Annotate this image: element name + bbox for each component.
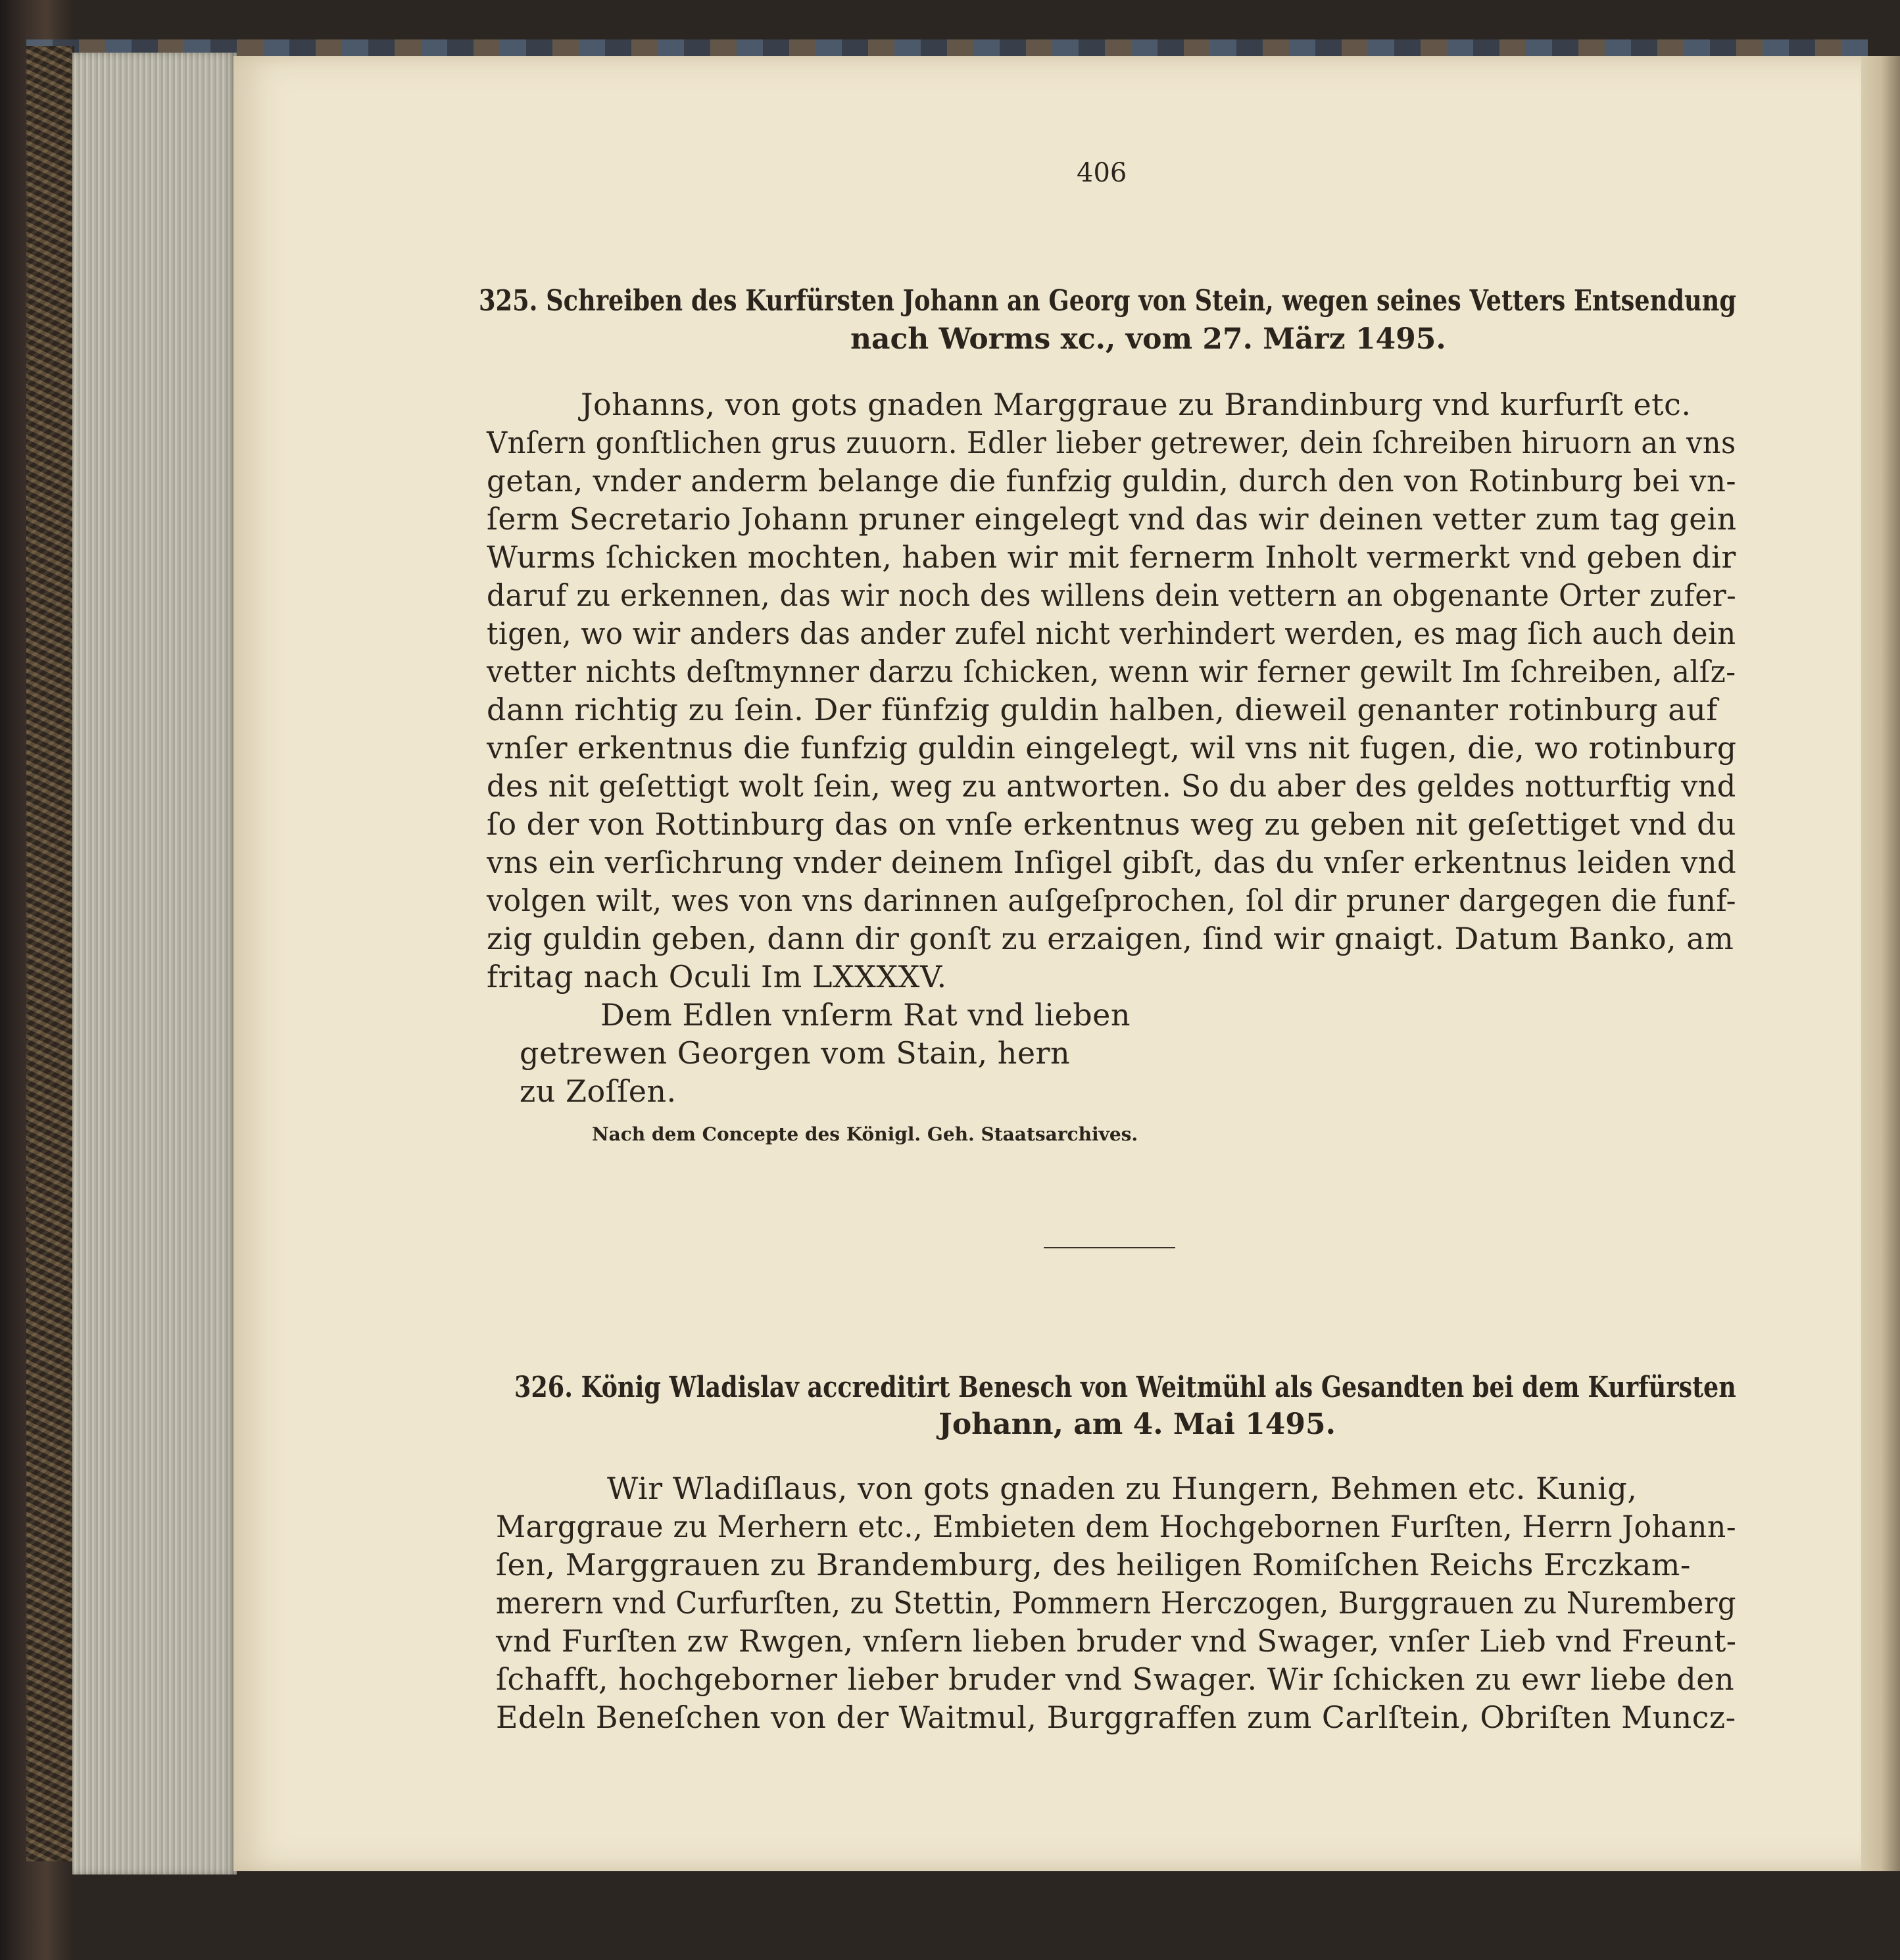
doc325-line: tigen, wo wir anders das ander zufel nicht verhindert werden, es mag ſich auch dein <box>487 616 1736 651</box>
doc326-line: ſchafft, hochgeborner lieber bruder vnd Swager. Wir ſchicken zu ewr liebe den <box>496 1661 1735 1697</box>
doc325-line: dann richtig zu ſein. Der fünfzig guldin halben, dieweil genanter rotinburg auf <box>487 692 1718 727</box>
doc325-heading-line2: nach Worms xc., vom 27. März 1495. <box>850 322 1446 356</box>
doc326-line: merern vnd Curfurſten, zu Stettin, Pommern Herczogen, Burggrauen zu Nuremberg <box>496 1585 1737 1621</box>
doc325-line: vns ein verſichrung vnder deinem Inſigel gibſt, das du vnſer erkentnus leiden vnd <box>487 845 1737 880</box>
doc326-heading-line1: 326. König Wladislav accreditirt Benesch von Weitmühl als Gesandten bei dem Kurfürsten <box>514 1371 1736 1404</box>
doc325-address-line: Dem Edlen vnſerm Rat vnd lieben <box>600 997 1131 1033</box>
page-stack-edge <box>72 53 237 1874</box>
doc325-line: vnſer erkentnus die funfzig guldin eingelegt, wil vns nit fugen, die, wo rotinburg <box>487 730 1737 766</box>
doc325-address-line: zu Zoſſen. <box>520 1073 677 1109</box>
doc325-line: ſerm Secretario Johann pruner eingelegt vnd das wir deinen vetter zum tag gein <box>487 501 1737 537</box>
doc325-line: des nit geſettigt wolt ſein, weg zu antworten. So du aber des geldes notturftig vnd <box>487 768 1736 804</box>
doc325-line: getan, vnder anderm belange die funfzig guldin, durch den von Rotinburg bei vn- <box>487 463 1737 499</box>
doc325-source-note: Nach dem Concepte des Königl. Geh. Staatsarchives. <box>592 1123 1138 1145</box>
doc325-line: zig guldin geben, dann dir gonſt zu erzaigen, ſind wir gnaigt. Datum Banko, am <box>487 921 1734 956</box>
doc325-line: Vnſern gonſtlichen grus zuuorn. Edler lieber getrewer, dein ſchreiben hiruorn an vns <box>487 425 1736 460</box>
page-number: 406 <box>1077 158 1127 188</box>
doc326-line: Marggraue zu Merhern etc., Embieten dem Hochgebornen Furſten, Herrn Johann- <box>496 1509 1737 1544</box>
doc325-address-line: getrewen Georgen vom Stain, hern <box>520 1035 1071 1071</box>
doc325-line: fritag nach Oculi Im LXXXXV. <box>487 959 947 994</box>
doc326-line: Wir Wladiſlaus, von gots gnaden zu Hungern, Behmen etc. Kunig, <box>607 1471 1638 1506</box>
marbled-cover-edge <box>26 46 74 1861</box>
doc325-heading-line1: 325. Schreiben des Kurfürsten Johann an Georg von Stein, wegen seines Vetters Entsendung <box>479 284 1737 318</box>
book-top-edge <box>26 39 1868 58</box>
doc325-line: vetter nichts deſtmynner darzu ſchicken, wenn wir ferner gewilt Im ſchreiben, alſz- <box>487 654 1736 689</box>
doc325-line: daruf zu erkennen, das wir noch des willens dein vettern an obgenante Orter zufer- <box>487 577 1737 613</box>
doc325-line: ſo der von Rottinburg das on vnſe erkentnus weg zu geben nit geſettiget vnd du <box>487 806 1737 842</box>
doc325-line: Johanns, von gots gnaden Marggraue zu Brandinburg vnd kurfurſt etc. <box>581 387 1692 422</box>
doc325-line: volgen wilt, wes von vns darinnen auſgeſprochen, ſol dir pruner dargegen die funf- <box>487 883 1737 918</box>
doc326-line: Edeln Beneſchen von der Waitmul, Burggraffen zum Carlſtein, Obriſten Muncz- <box>496 1700 1736 1735</box>
doc326-heading-line2: Johann, am 4. Mai 1495. <box>938 1408 1336 1441</box>
doc326-line: vnd Furſten zw Rwgen, vnſern lieben bruder vnd Swager, vnſer Lieb vnd Freunt- <box>496 1623 1737 1659</box>
section-separator <box>1044 1247 1175 1248</box>
doc326-line: ſen, Marggrauen zu Brandemburg, des heiligen Romiſchen Reichs Erczkam- <box>496 1547 1691 1582</box>
doc325-line: Wurms ſchicken mochten, haben wir mit fernerm Inholt vermerkt vnd geben dir <box>487 539 1736 575</box>
facing-page-edge <box>1861 56 1900 1871</box>
